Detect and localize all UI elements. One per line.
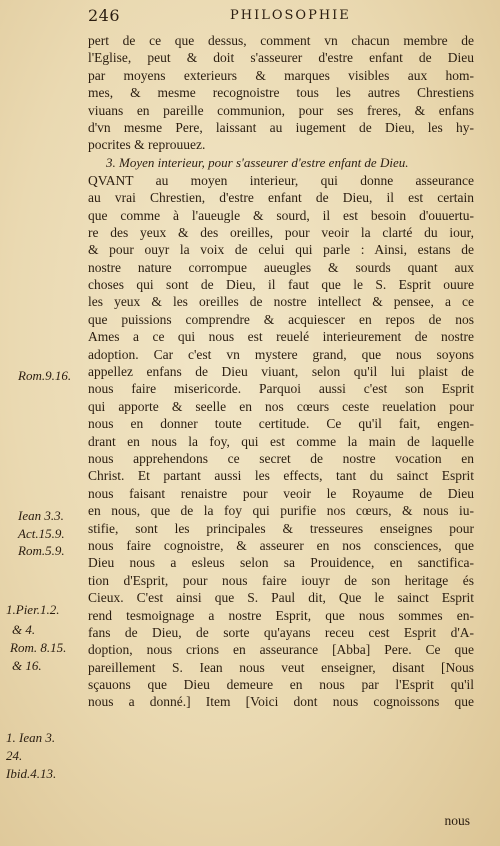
text-line: viuans en pareille communion, pour ses freres, & enfans bbox=[88, 102, 474, 118]
text-line: appellez enfans de Dieu viuant, selon qu'il lui plaist de bbox=[88, 364, 474, 380]
margin-note: Act.15.9. bbox=[18, 526, 65, 541]
text-line: nostre nature corrompue aueugles & sourds quant aux bbox=[88, 259, 474, 275]
page-header bbox=[0, 6, 500, 28]
text-line: par moyens exterieurs & marques visibles aux hom- bbox=[88, 67, 474, 83]
margin-note: & 16. bbox=[12, 658, 42, 673]
section-heading: 3. Moyen interieur, pour s'asseurer d'estre enfant de Dieu. bbox=[106, 154, 409, 170]
text-line: nous apprehendons ce secret de nostre vocation en bbox=[88, 450, 474, 466]
text-line: Christ. Et partant aussi les effects, tant du sainct Esprit bbox=[88, 468, 474, 484]
text-line: tion d'Esprit, pour nous faire iouyr de son heritage és bbox=[88, 572, 474, 588]
margin-note: Ibid.4.13. bbox=[6, 766, 57, 781]
text-line: nous faire cognoistre, & asseurer en nos consciences, que bbox=[88, 537, 474, 553]
text-line: les yeux & les oreilles de nostre intellect & pensee, a ce bbox=[88, 294, 474, 310]
text-line: pareillement S. Iean nous veut enseigner, disant [Nous bbox=[88, 659, 474, 675]
text-line: choses qui sont de Dieu, il faut que le S. Esprit ouure bbox=[88, 277, 474, 293]
margin-note: 24. bbox=[6, 748, 23, 763]
text-line: l'Eglise, peut & doit s'asseurer d'estre enfant de Dieu bbox=[88, 50, 474, 66]
text-line: adoption. Car c'est vn mystere grand, que nous soyons bbox=[88, 346, 474, 362]
text-line: QVANT au moyen interieur, qui donne asseurance bbox=[88, 172, 474, 188]
text-line: qui apporte & seelle en nos cœurs ceste reuelation pour bbox=[88, 398, 474, 414]
text-line: au vrai Chrestien, d'estre enfant de Dieu, il est certain bbox=[88, 190, 474, 206]
text-line: & pour ouyr la voix de celui qui parle : Ainsi, estans de bbox=[88, 242, 474, 258]
margin-note: Iean 3.3. bbox=[18, 508, 64, 523]
text-line: mes, & mesme recognoistre tous les autres Chrestiens bbox=[88, 85, 474, 101]
text-line: nous faisant renaistre pour veoir le Royaume de Dieu bbox=[88, 485, 474, 501]
text-line: Cieux. C'est ainsi que S. Paul dit, Que le sainct Esprit bbox=[88, 590, 474, 606]
text-line: Dieu nous a esleus selon sa Prouidence, en sanctifica- bbox=[88, 555, 474, 571]
text-line: stifie, sont les principales & tresseures enseignes pour bbox=[88, 520, 474, 536]
text-line: Ames a ce qui nous est reuelé interieurement de nostre bbox=[88, 329, 474, 345]
text-line: re des yeux & des oreilles, pour veoir la clarté du iour, bbox=[88, 224, 474, 240]
running-head: PHILOSOPHIE bbox=[230, 8, 351, 23]
margin-note: & 4. bbox=[12, 622, 36, 637]
catchword: nous bbox=[444, 813, 470, 828]
text-line: drant en nous la foy, qui est comme la main de laquelle bbox=[88, 433, 474, 449]
text-line: nous faire misericorde. Parquoi aussi c'est son Esprit bbox=[88, 381, 474, 397]
page-number: 246 bbox=[88, 6, 121, 25]
text-line: sçauons que Dieu demeure en nous par l'Esprit qu'il bbox=[88, 677, 474, 693]
margin-note: Rom. 8.15. bbox=[10, 640, 67, 655]
text-line: pert de ce que dessus, comment vn chacun membre de bbox=[88, 33, 474, 48]
text-line: nous a donné.] Item [Voici dont nous cognoissons que bbox=[88, 694, 474, 710]
text-line: nous en donner toute certitude. Ce qu'il fait, engen- bbox=[88, 416, 474, 432]
text-line: d'vn mesme Pere, laissant au iugement de Dieu, les hy- bbox=[88, 119, 474, 135]
main-text bbox=[88, 32, 474, 711]
text-line: que puissions comprendre & acquiescer en repos de nos bbox=[88, 311, 474, 327]
text-line: doption, nous crions en asseurance [Abba] Pere. Ce que bbox=[88, 642, 474, 658]
text-line: fans de Dieu, de sorte qu'ayans receu cest Esprit d'A- bbox=[88, 624, 474, 640]
margin-note: 1.Pier.1.2. bbox=[6, 602, 60, 617]
text-line: pocrites & reprouuez. bbox=[88, 137, 206, 153]
margin-note: Rom.5.9. bbox=[18, 543, 65, 558]
text-line: que comme à l'aueugle & sourd, il est besoin d'ouuertu- bbox=[88, 207, 474, 223]
margin-note: Rom.9.16. bbox=[18, 368, 72, 383]
text-line: rend tesmoignage a nostre Esprit, que nous sommes en- bbox=[88, 607, 474, 623]
text-line: en nous, que de la foy qui purifie nos cœurs, & nous iu- bbox=[88, 503, 474, 519]
margin-note: 1. Iean 3. bbox=[6, 730, 56, 745]
